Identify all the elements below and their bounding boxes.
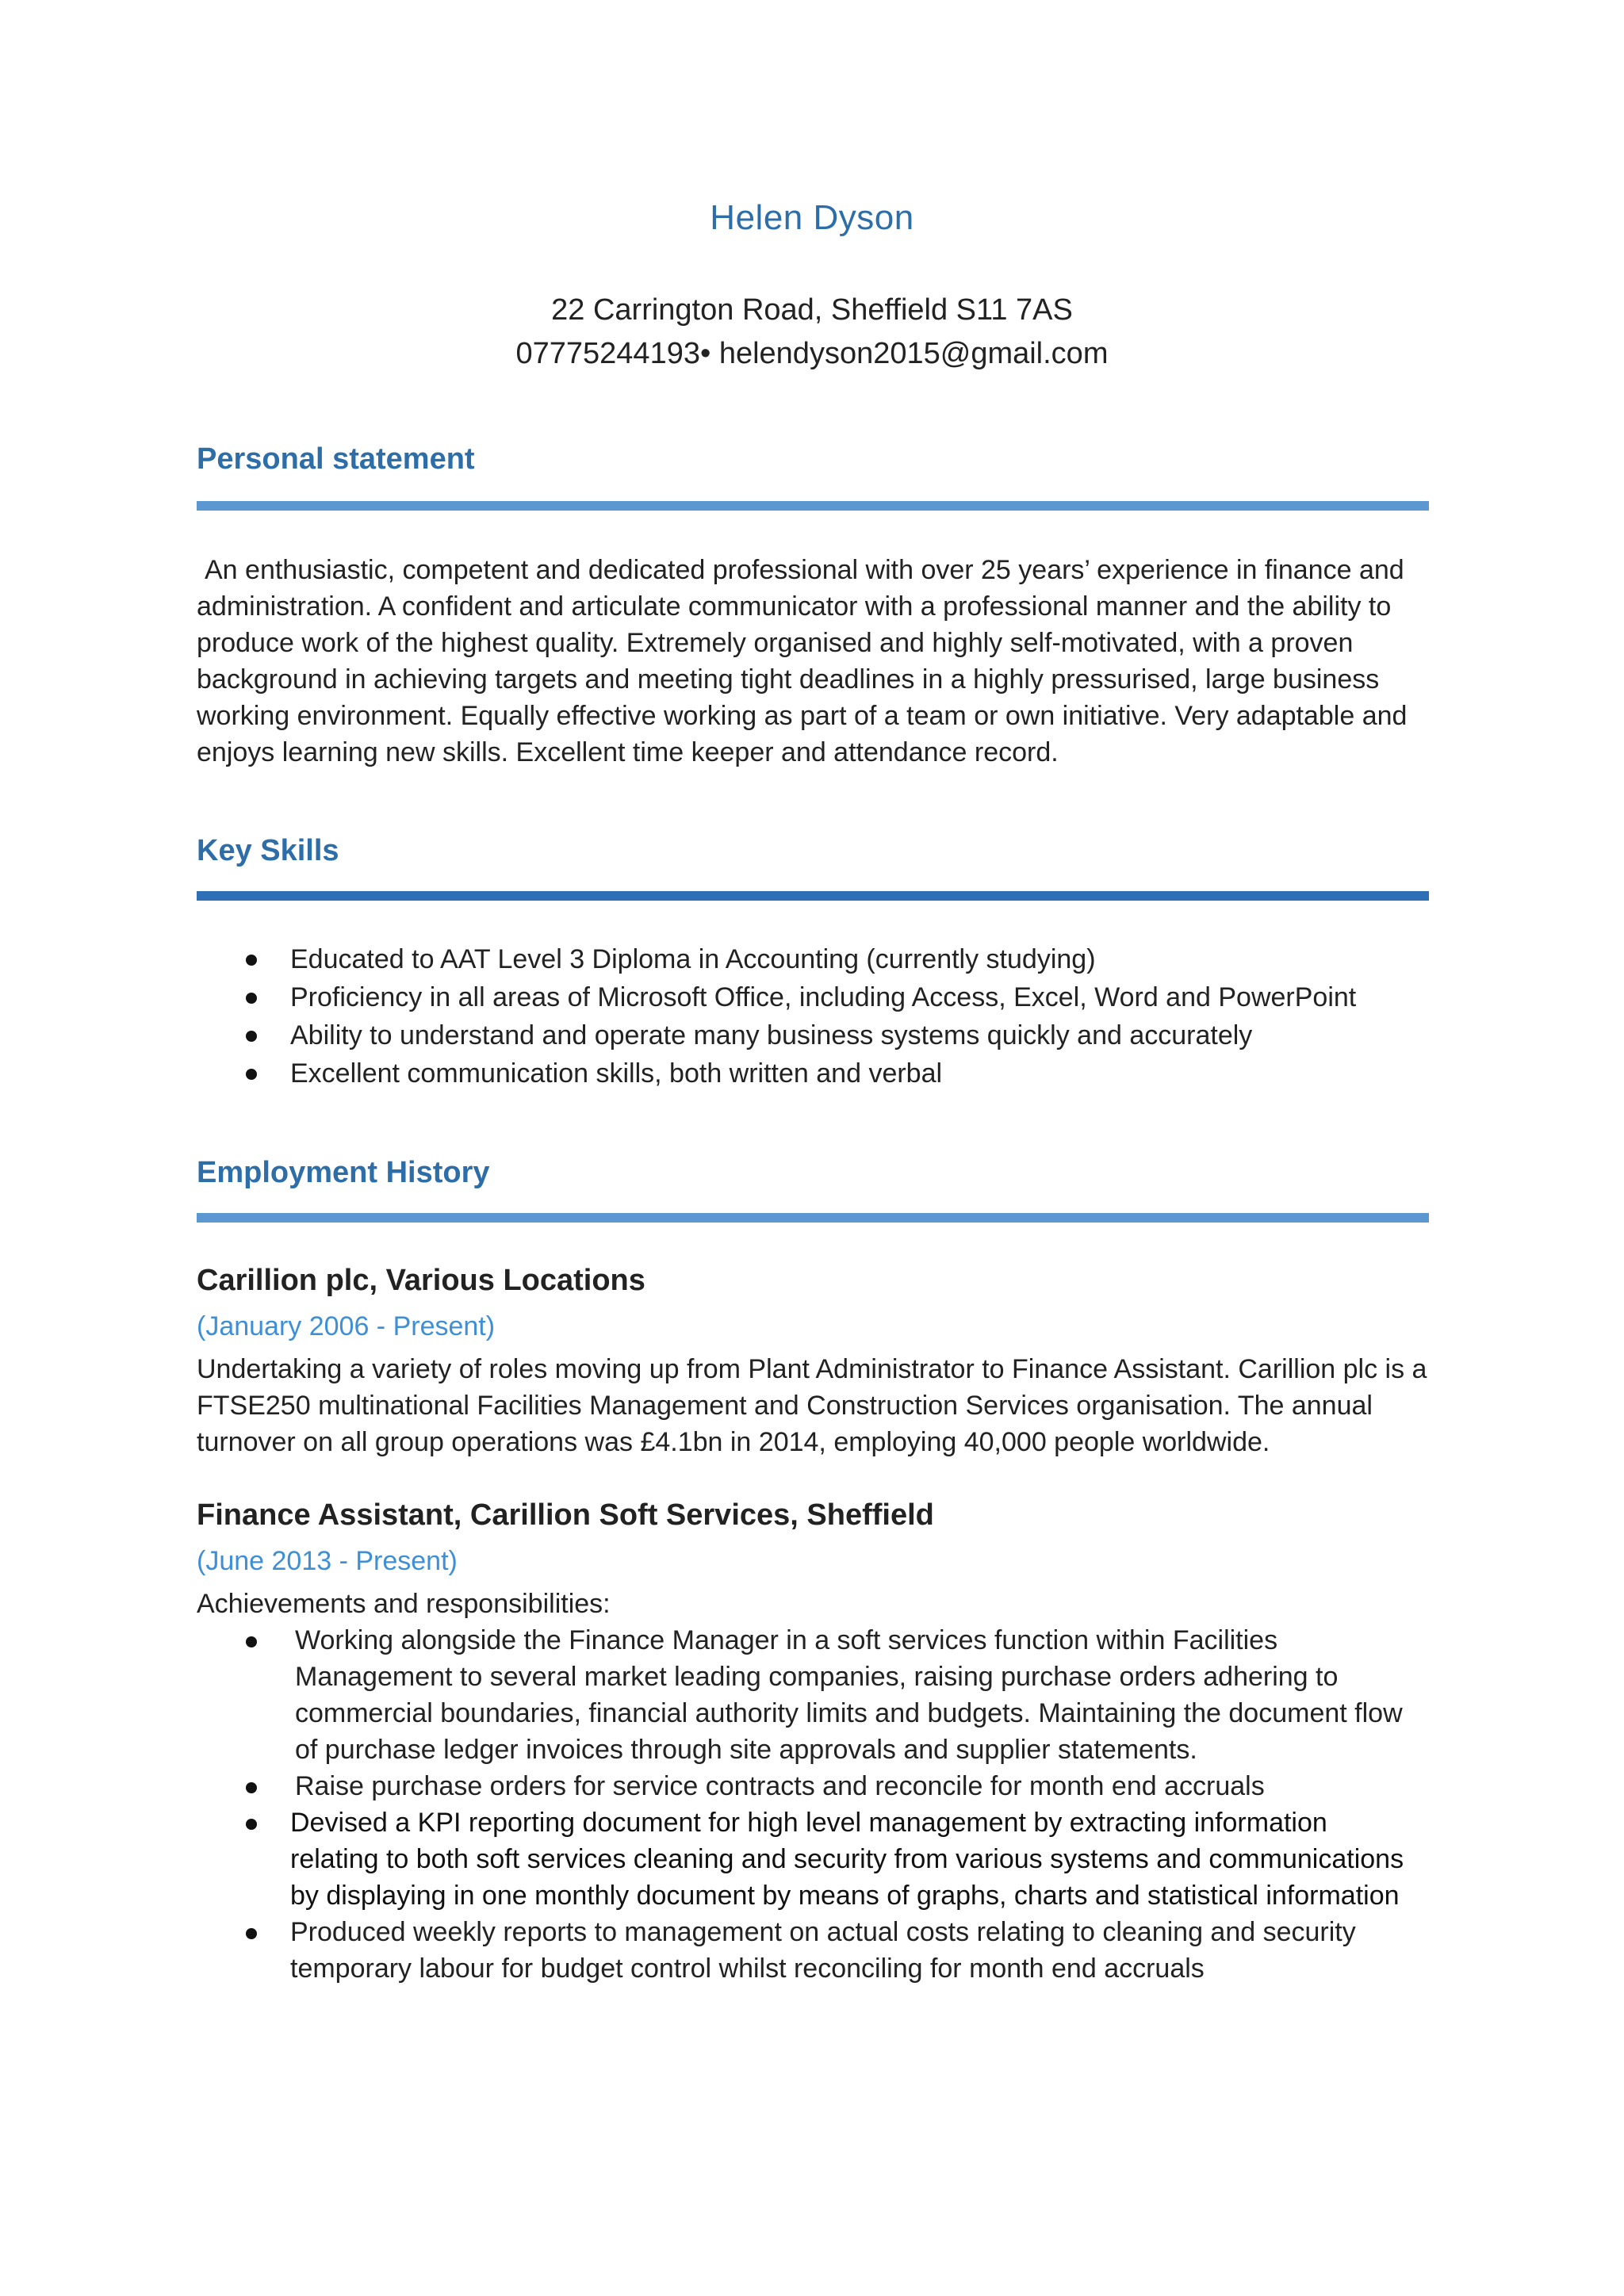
list-item: Devised a KPI reporting document for high level management by extracting information relating to both soft services cleaning and security from various systems and communications by displaying in one monthly document by means of graphs, charts and statistical information	[197, 1804, 1418, 1914]
job-description: Undertaking a variety of roles moving up from Plant Administrator to Finance Assistant. Carillion plc is a FTSE250 multinational Facilities Management and Construction Services organisation. The annual turnover on all group operations was £4.1bn in 2014, employing 40,000 people worldwide.	[197, 1354, 1427, 1457]
list-item: Excellent communication skills, both written and verbal	[197, 1054, 1434, 1093]
bullet-icon	[246, 1819, 257, 1830]
responsibilities-list	[197, 1622, 1418, 1987]
bullet-icon	[246, 1069, 257, 1080]
list-item: Raise purchase orders for service contracts and reconcile for month end accruals	[197, 1768, 1418, 1804]
contact-details: 07775244193• helendyson2015@gmail.com	[515, 337, 1109, 370]
job-subheading: Achievements and responsibilities:	[197, 1589, 611, 1619]
bullet-icon	[246, 955, 257, 966]
job-dates: (June 2013 - Present)	[197, 1546, 458, 1576]
list-item: Ability to understand and operate many business systems quickly and accurately	[197, 1016, 1434, 1054]
bullet-icon	[246, 1782, 257, 1793]
job-title: Carillion plc, Various Locations	[197, 1264, 645, 1297]
section-title-key-skills: Key Skills	[197, 834, 339, 867]
list-item: Educated to AAT Level 3 Diploma in Accounting (currently studying)	[197, 940, 1434, 978]
job-title: Finance Assistant, Carillion Soft Services, Sheffield	[197, 1498, 934, 1532]
section-title-personal-statement: Personal statement	[197, 442, 475, 476]
bullet-icon	[246, 993, 257, 1004]
bullet-icon	[246, 1636, 257, 1647]
personal-statement-text: An enthusiastic, competent and dedicated professional with over 25 years’ experience in finance and administration. A confident and articulate communicator with a professional manner and the ability to produce work of the highest quality. Extremely organised and highly self-motivated, with a proven background in achieving targets and meeting tight deadlines in a highly pressurised, large business working environment. Equally effective working as part of a team or own initiative. Very adaptable and enjoys learning new skills. Excellent time keeper and attendance record.	[197, 555, 1408, 767]
list-item: Proficiency in all areas of Microsoft Office, including Access, Excel, Word and PowerPoint	[197, 978, 1434, 1016]
section-divider	[197, 1213, 1429, 1223]
address: 22 Carrington Road, Sheffield S11 7AS	[551, 293, 1073, 327]
candidate-name: Helen Dyson	[710, 198, 914, 237]
list-item: Produced weekly reports to management on actual costs relating to cleaning and security temporary labour for budget control whilst reconciling for month end accruals	[197, 1914, 1418, 1987]
bullet-icon	[246, 1928, 257, 1939]
job-dates: (January 2006 - Present)	[197, 1311, 496, 1341]
list-item: Working alongside the Finance Manager in a soft services function within Facilities Management to several market leading companies, raising purchase orders adhering to commercial boundaries, financial authority limits and budgets. Maintaining the document flow of purchase ledger invoices through site approvals and supplier statements.	[197, 1622, 1418, 1768]
key-skills-list	[197, 940, 1434, 1093]
section-title-employment-history: Employment History	[197, 1156, 490, 1189]
section-divider	[197, 891, 1429, 901]
section-divider	[197, 501, 1429, 511]
bullet-icon	[246, 1031, 257, 1042]
